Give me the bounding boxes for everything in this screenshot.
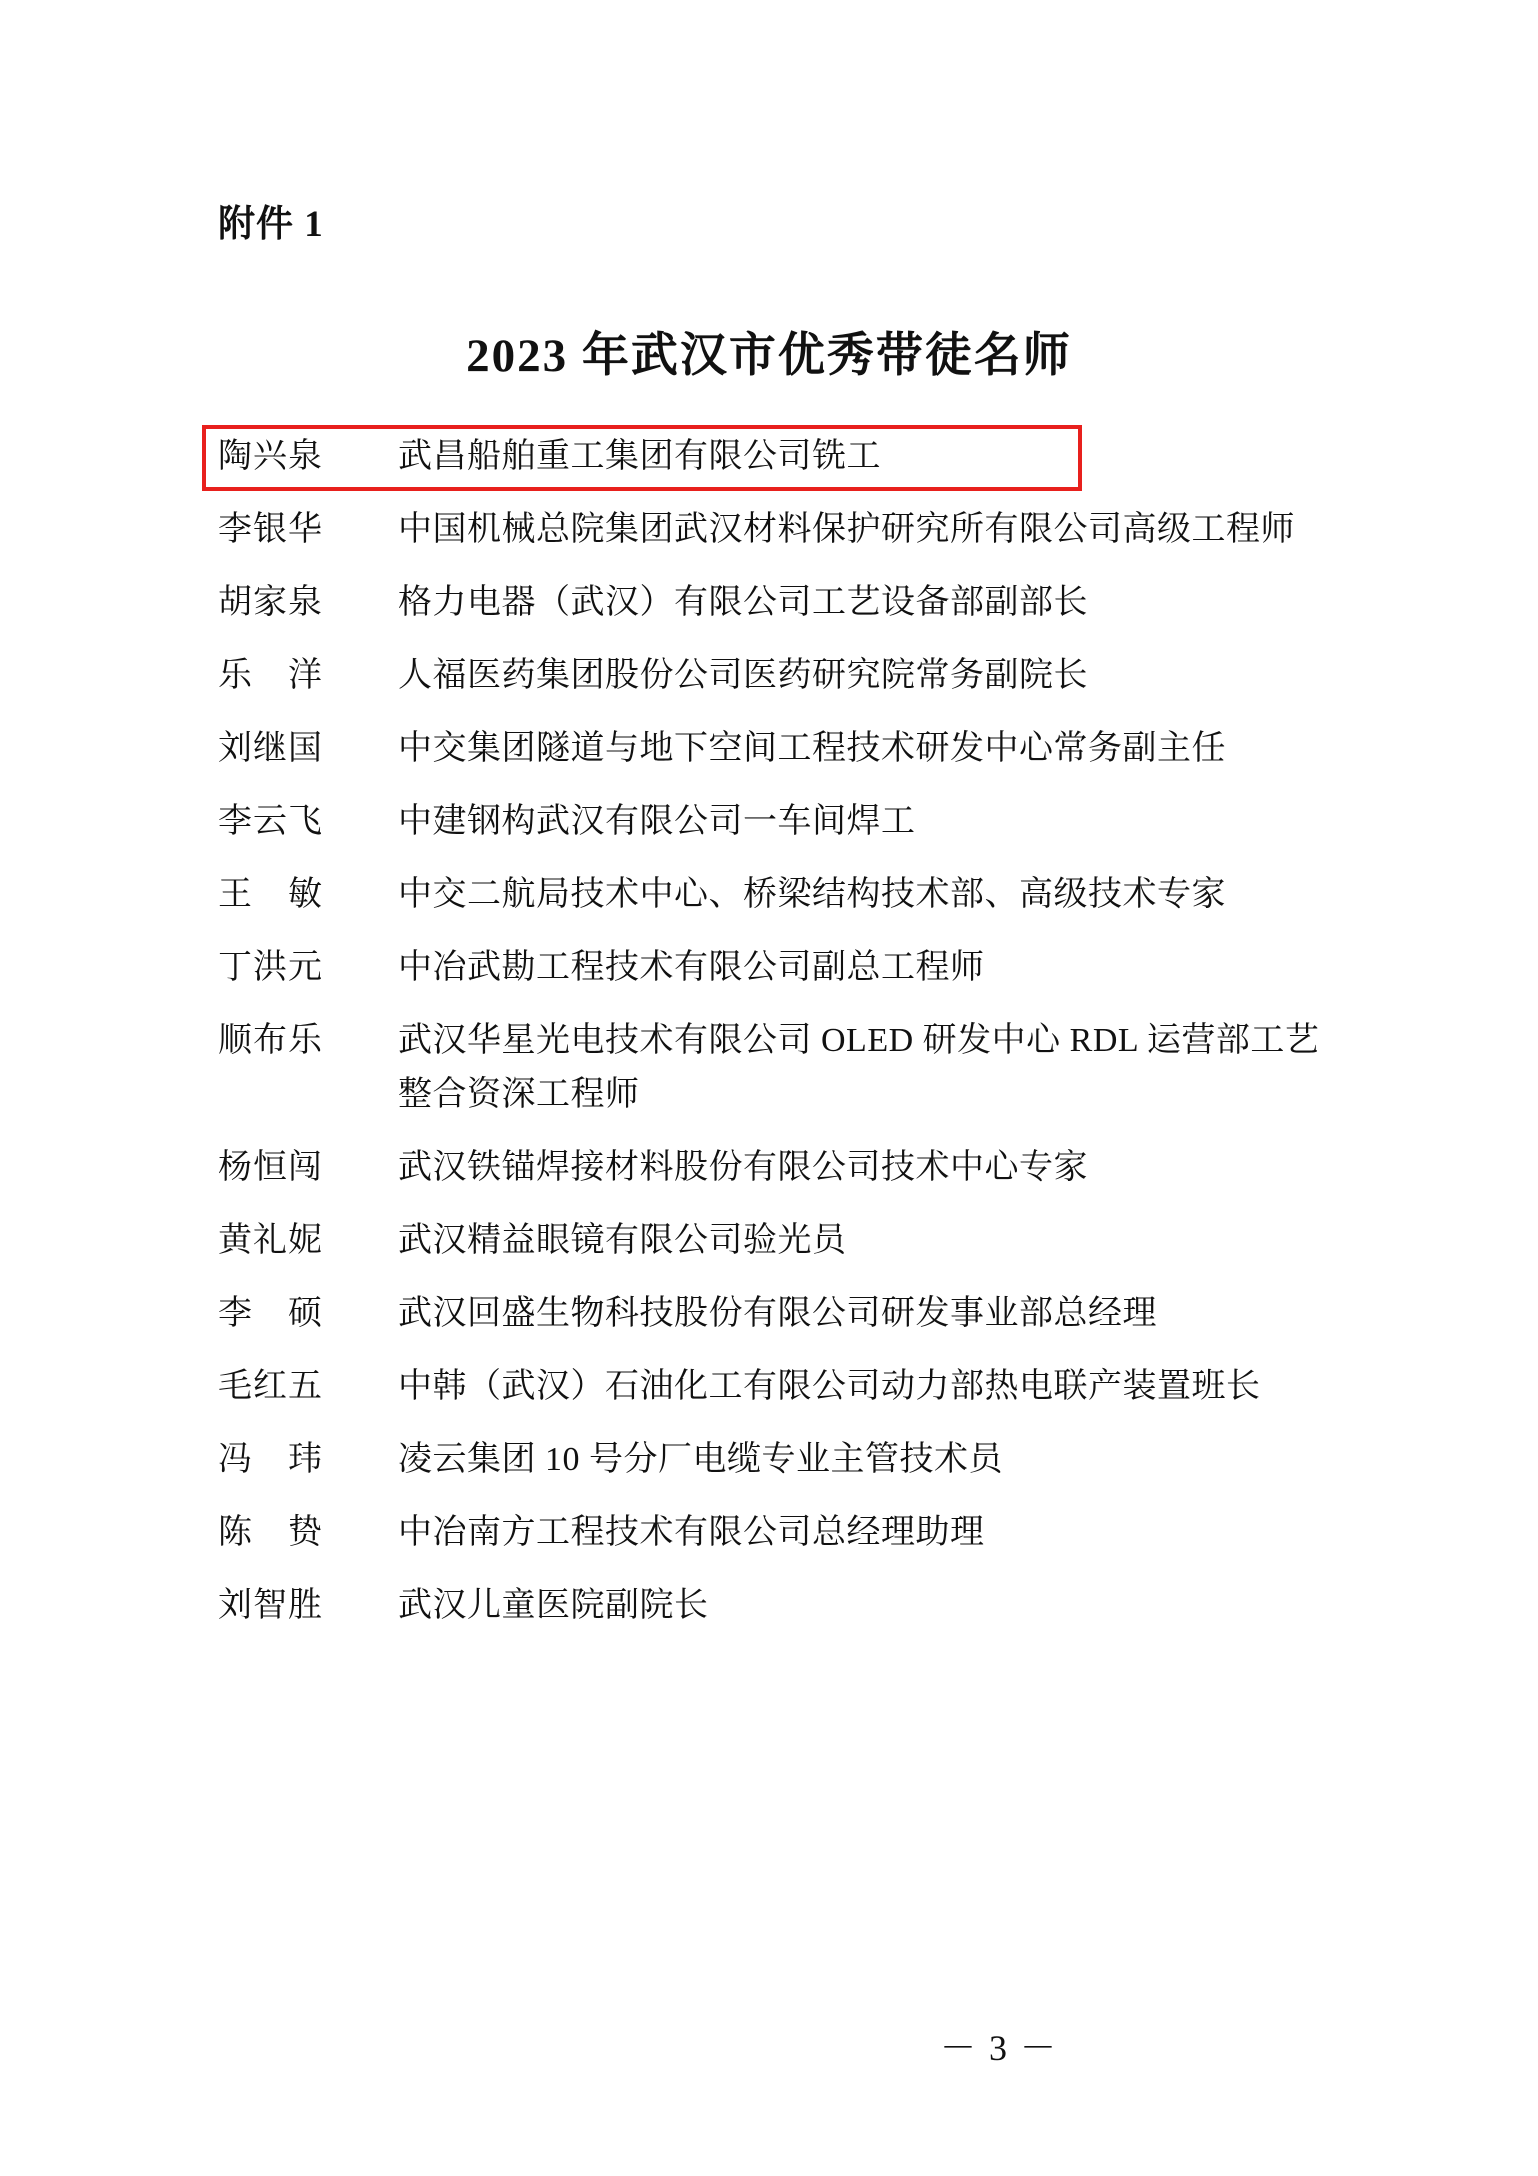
list-item	[218, 1141, 1328, 1195]
entry-name: 陈 贽	[218, 1514, 323, 1551]
list-item	[218, 1360, 1328, 1414]
entry-name: 刘继国	[218, 730, 323, 767]
list-item	[218, 941, 1328, 995]
entry-name: 胡家泉	[218, 584, 323, 621]
list-item	[218, 1014, 1328, 1122]
entry-description: 中冶武勘工程技术有限公司副总工程师	[398, 949, 985, 986]
entry-name: 冯 玮	[218, 1441, 323, 1478]
list-item	[218, 722, 1328, 776]
entry-name: 陶兴泉	[218, 438, 323, 475]
entry-name: 王 敏	[218, 876, 323, 913]
entry-description: 人福医药集团股份公司医药研究院常务副院长	[398, 657, 1088, 694]
entry-description: 武汉华星光电技术有限公司 OLED 研发中心 RDL 运营部工艺整合资深工程师	[398, 1022, 1320, 1113]
attachment-label: 附件 1	[218, 204, 324, 245]
entry-description: 中交二航局技术中心、桥梁结构技术部、高级技术专家	[398, 876, 1226, 913]
entry-name: 黄礼妮	[218, 1222, 323, 1259]
name-list	[218, 430, 1328, 1652]
entry-description: 武昌船舶重工集团有限公司铣工	[398, 438, 881, 475]
entry-name: 李 硕	[218, 1295, 323, 1332]
entry-description: 中交集团隧道与地下空间工程技术研发中心常务副主任	[398, 730, 1226, 767]
list-item	[218, 1433, 1328, 1487]
list-item	[218, 649, 1328, 703]
entry-name: 丁洪元	[218, 949, 323, 986]
list-item	[218, 1287, 1328, 1341]
entry-description: 武汉回盛生物科技股份有限公司研发事业部总经理	[398, 1295, 1157, 1332]
entry-description: 中国机械总院集团武汉材料保护研究所有限公司高级工程师	[398, 511, 1295, 548]
list-item	[218, 576, 1328, 630]
list-item	[218, 1579, 1328, 1633]
entry-name: 顺布乐	[218, 1022, 323, 1059]
entry-description: 武汉铁锚焊接材料股份有限公司技术中心专家	[398, 1149, 1088, 1186]
entry-description: 中建钢构武汉有限公司一车间焊工	[398, 803, 916, 840]
page-title: 2023 年武汉市优秀带徒名师	[466, 330, 1072, 382]
entry-name: 毛红五	[218, 1368, 323, 1405]
entry-name: 乐 洋	[218, 657, 323, 694]
list-item	[218, 1506, 1328, 1560]
page-number: － 3 －	[939, 2028, 1058, 2068]
entry-name: 李银华	[218, 511, 323, 548]
entry-description: 格力电器（武汉）有限公司工艺设备部副部长	[398, 584, 1088, 621]
entry-name: 杨恒闯	[218, 1149, 323, 1186]
entry-description: 中韩（武汉）石油化工有限公司动力部热电联产装置班长	[398, 1368, 1261, 1405]
list-item	[218, 868, 1328, 922]
entry-description: 武汉精益眼镜有限公司验光员	[398, 1222, 847, 1259]
entry-description: 中冶南方工程技术有限公司总经理助理	[398, 1514, 985, 1551]
entry-description: 凌云集团 10 号分厂电缆专业主管技术员	[398, 1441, 1003, 1478]
entry-description: 武汉儿童医院副院长	[398, 1587, 709, 1624]
list-item	[218, 1214, 1328, 1268]
list-item	[218, 430, 1328, 484]
list-item	[218, 795, 1328, 849]
list-item	[218, 503, 1328, 557]
entry-name: 李云飞	[218, 803, 323, 840]
entry-name: 刘智胜	[218, 1587, 323, 1624]
